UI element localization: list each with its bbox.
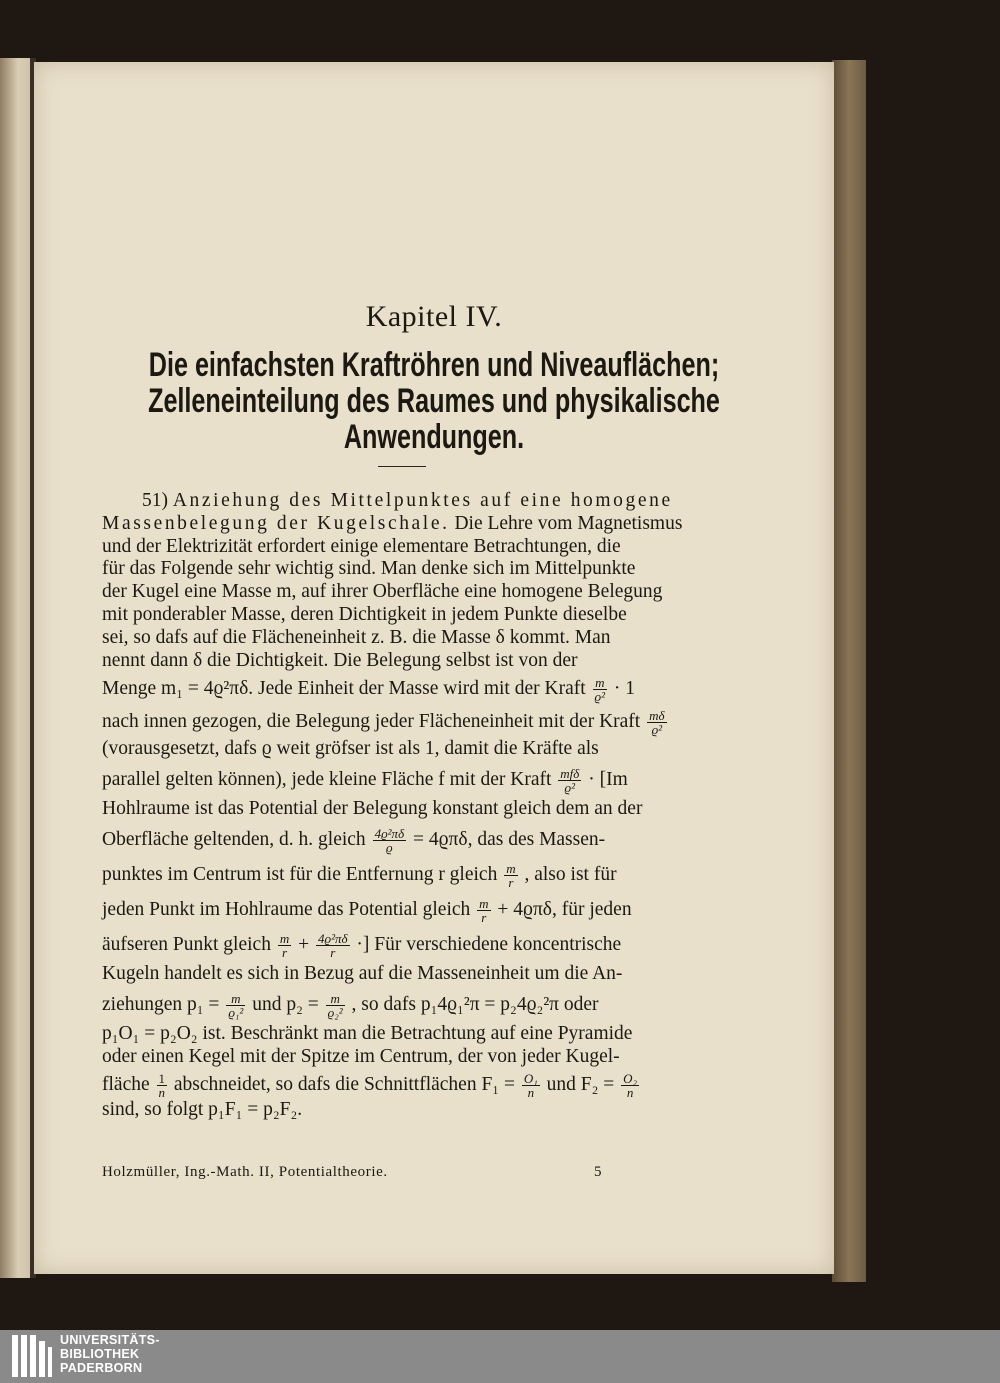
body-text: und p₂ = <box>252 993 319 1015</box>
fraction-numerator: m <box>593 676 608 690</box>
body-line: oder einen Kegel mit der Spitze im Centrum, der von jeder Kugel- <box>102 1045 620 1067</box>
body-text: Menge m₁ = 4ϱ²πδ. Jede Einheit der Masse wird mit der Kraft <box>102 678 586 700</box>
body-text: Die Lehre vom Magnetismus <box>454 512 683 534</box>
section-body <box>102 490 706 1122</box>
body-text: nach innen gezogen, die Belegung jeder Flächeneinheit mit der Kraft <box>102 711 641 733</box>
fraction-numerator: m <box>506 860 516 876</box>
fraction <box>593 676 608 703</box>
body-line: und der Elektrizität erfordert einige elementare Betrachtungen, die <box>102 535 621 557</box>
body-text: Für verschiedene koncentrische <box>374 933 622 955</box>
body-line: p₁O₁ = p₂O₂ ist. Beschränkt man die Betrachtung auf eine Pyramide <box>102 1022 633 1044</box>
section-number: 51) <box>142 490 168 511</box>
body-text: , also ist für <box>524 863 617 885</box>
library-logo-text <box>60 1333 160 1375</box>
fraction-numerator: mfδ <box>560 766 580 782</box>
page-number: 5 <box>594 1164 602 1180</box>
fraction-numerator: m <box>479 895 489 911</box>
logo-line: UNIVERSITÄTS- <box>60 1333 160 1347</box>
fraction-numerator: m <box>226 992 245 1006</box>
fraction-numerator: O₁ <box>523 1071 538 1087</box>
fraction-denominator: ϱ² <box>651 722 663 738</box>
body-text: äufseren Punkt gleich <box>102 933 271 955</box>
body-line <box>102 897 706 924</box>
body-text: [Im <box>599 769 628 791</box>
fraction-denominator: r <box>281 944 288 960</box>
body-line: Kugeln handelt es sich in Bezug auf die Masseneinheit um die An- <box>102 962 623 984</box>
fraction-denominator: r <box>508 874 514 890</box>
fraction-denominator: ϱ² <box>564 780 576 796</box>
body-text: · 1 <box>613 678 636 700</box>
fraction-denominator: r <box>481 909 487 925</box>
fraction-numerator: mδ <box>649 708 665 724</box>
body-line <box>102 767 706 794</box>
fraction <box>373 827 407 854</box>
logo-line: BIBLIOTHEK <box>60 1347 140 1361</box>
running-footer: Holzmüller, Ing.-Math. II, Potentialtheorie. <box>102 1164 388 1180</box>
body-line <box>102 862 706 889</box>
fraction-numerator: m <box>326 992 345 1006</box>
fraction <box>326 992 345 1019</box>
body-line <box>102 709 706 736</box>
chapter-title-line: Die einfachsten Kraftröhren und Niveauflächen; <box>148 346 720 384</box>
fraction <box>477 897 490 924</box>
fraction-denominator: r <box>330 944 336 960</box>
fraction-denominator: n <box>158 1085 166 1101</box>
title-rule <box>378 466 426 467</box>
fraction <box>226 992 245 1019</box>
chapter-title-line: Anwendungen. <box>343 418 525 456</box>
body-line <box>102 1072 706 1099</box>
fraction <box>558 767 581 794</box>
chapter-label: Kapitel IV. <box>365 300 503 333</box>
body-text: ·] <box>356 933 370 955</box>
fraction-numerator: 4ϱ²πδ <box>317 930 348 946</box>
body-text: und F₂ = <box>546 1074 615 1096</box>
body-text: · <box>588 769 595 791</box>
body-line: sei, so dafs auf die Flächeneinheit z. B. die Masse δ kommt. Man <box>102 626 611 648</box>
body-text: punktes im Centrum ist für die Entfernung r gleich <box>102 863 498 885</box>
body-text: abschneidet, so dafs die Schnittflächen F₁ = <box>173 1074 515 1096</box>
section-heading-line <box>102 490 706 513</box>
logo-line: PADERBORN <box>60 1361 143 1375</box>
fraction-denominator: ϱ₂² <box>327 1004 343 1020</box>
section-heading-cont: Massenbelegung der Kugelschale. <box>102 512 450 534</box>
fraction <box>621 1072 639 1099</box>
section-heading: Anziehung des Mittelpunktes auf eine homogene <box>172 490 673 511</box>
fraction-denominator: ϱ₁² <box>228 1004 244 1020</box>
body-text: ziehungen p₁ = <box>102 993 220 1015</box>
scanned-page <box>34 62 834 1274</box>
body-text: jeden Punkt im Hohlraume das Potential gleich <box>102 898 471 920</box>
chapter-title-line: Zelleneinteilung des Raumes und physikalische <box>148 382 720 420</box>
body-line <box>102 513 706 536</box>
body-text: Oberfläche geltenden, d. h. gleich <box>102 828 366 850</box>
body-text: fläche <box>102 1074 150 1096</box>
fraction-denominator: n <box>527 1085 535 1101</box>
fraction <box>504 862 517 889</box>
library-logo-icon <box>10 1333 54 1379</box>
body-text: parallel gelten können), jede kleine Fläche f mit der Kraft <box>102 769 552 791</box>
fraction <box>647 709 666 736</box>
body-line: (vorausgesetzt, dafs ϱ weit gröfser ist als 1, damit die Kräfte als <box>102 738 599 760</box>
body-line: Hohlraume ist das Potential der Belegung konstant gleich dem an der <box>102 798 643 820</box>
body-line: der Kugel eine Masse m, auf ihrer Oberfläche eine homogene Belegung <box>102 581 663 603</box>
body-line <box>102 827 706 854</box>
facing-page-edge <box>0 58 30 1278</box>
body-text: = 4ϱπδ, das des Massen- <box>413 828 606 850</box>
body-line: sind, so folgt p₁F₁ = p₂F₂. <box>102 1099 303 1121</box>
fraction-denominator: ϱ <box>386 839 393 855</box>
body-line <box>102 992 706 1019</box>
fraction-numerator: 1 <box>158 1071 166 1087</box>
fraction <box>278 932 291 959</box>
fraction-numerator: 4ϱ²πδ <box>374 825 405 841</box>
body-text: + 4ϱπδ, für jeden <box>497 898 632 920</box>
chapter-title <box>138 347 730 455</box>
fraction-numerator: O₂ <box>623 1071 638 1087</box>
body-text: + <box>298 933 310 955</box>
body-line: für das Folgende sehr wichtig sind. Man denke sich im Mittelpunkte <box>102 558 636 580</box>
body-line: nennt dann δ die Dichtigkeit. Die Belegung selbst ist von der <box>102 649 578 671</box>
fraction <box>316 932 350 959</box>
body-line: mit ponderabler Masse, deren Dichtigkeit in jedem Punkte dieselbe <box>102 603 627 625</box>
body-line <box>102 676 706 703</box>
fraction <box>522 1072 540 1099</box>
fraction-numerator: m <box>279 930 290 946</box>
fraction <box>157 1072 168 1099</box>
fraction-denominator: ϱ² <box>594 689 606 705</box>
book-cover-edge <box>832 60 866 1282</box>
fraction-denominator: n <box>626 1085 634 1101</box>
body-text: , so dafs p₁4ϱ₁²π = p₂4ϱ₂²π oder <box>351 993 599 1015</box>
body-line <box>102 932 706 959</box>
